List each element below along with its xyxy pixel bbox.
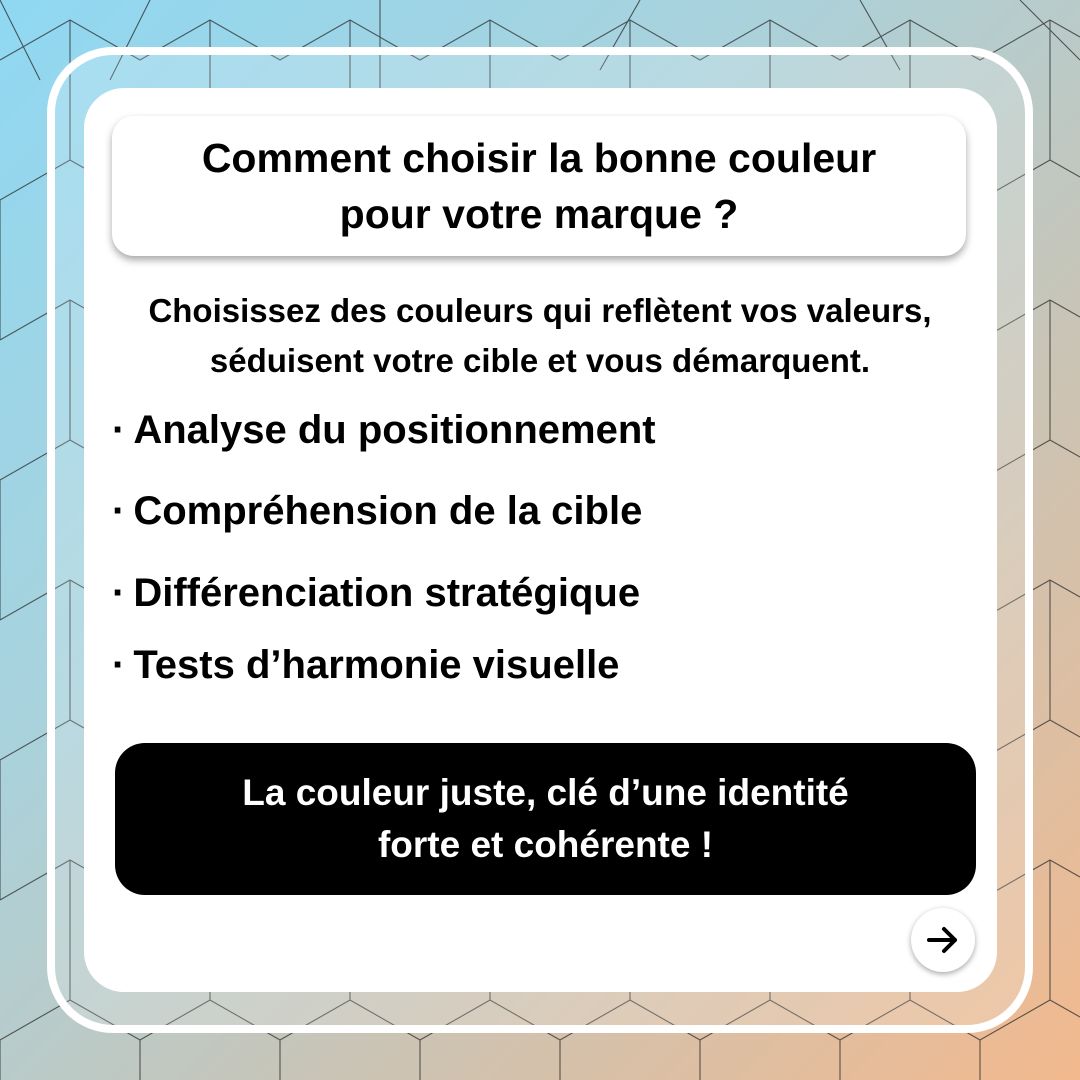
- subtitle: [90, 286, 990, 386]
- arrow-right-icon: [925, 922, 961, 958]
- next-button[interactable]: [911, 908, 975, 972]
- cta-line-1: La couleur juste, clé d’une identité: [242, 772, 849, 813]
- bullet-item: [112, 643, 619, 688]
- bullet-marker: ·: [112, 643, 126, 687]
- page-title-line-1: Comment choisir la bonne couleur: [201, 135, 877, 181]
- page-title-line-2: pour votre marque ?: [339, 191, 739, 237]
- bullet-text: Compréhension de la cible: [133, 489, 643, 533]
- bullet-text: Analyse du positionnement: [133, 408, 656, 452]
- bullet-text: Différenciation stratégique: [133, 571, 641, 615]
- subtitle-line-2: séduisent votre cible et vous démarquent.: [209, 342, 871, 379]
- bullet-marker: ·: [112, 571, 126, 615]
- bullet-item: [112, 408, 656, 453]
- cta-line-2: forte et cohérente !: [377, 824, 714, 865]
- title-box: [112, 116, 966, 256]
- cta-banner: [115, 743, 976, 895]
- bullet-item: [112, 489, 642, 534]
- bullet-text: Tests d’harmonie visuelle: [133, 643, 620, 687]
- bullet-item: [112, 571, 640, 616]
- bullet-marker: ·: [112, 489, 126, 533]
- bullet-marker: ·: [112, 408, 126, 452]
- subtitle-line-1: Choisissez des couleurs qui reflètent vos valeurs,: [148, 292, 932, 329]
